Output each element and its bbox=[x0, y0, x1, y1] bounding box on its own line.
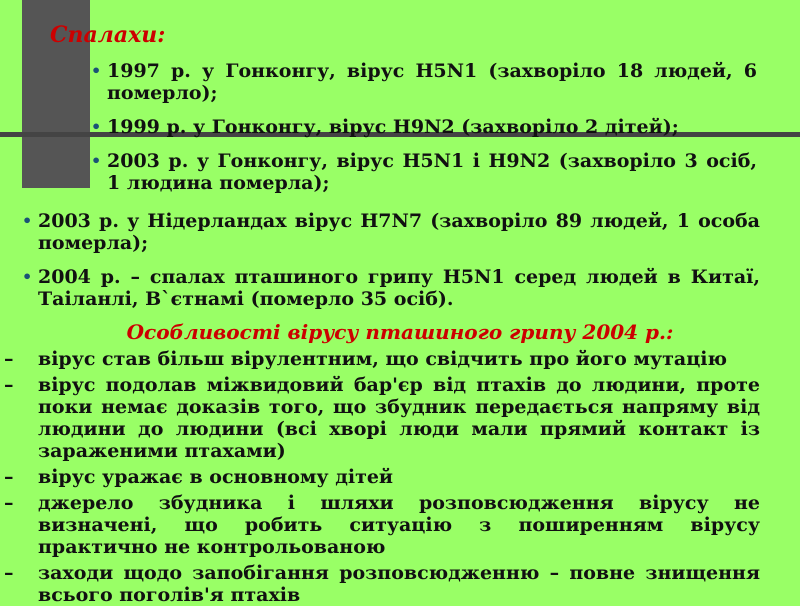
dash-icon: – bbox=[4, 374, 14, 396]
feature-item bbox=[4, 492, 760, 558]
dash-icon: – bbox=[4, 466, 14, 488]
outbreak-text: 1997 р. у Гонконгу, вірус H5N1 (захворіло 18 людей, 6 померло); bbox=[107, 60, 757, 104]
outbreak-text: 2003 р. у Нідерландах вірус H7N7 (захворіло 89 людей, 1 особа померла); bbox=[38, 210, 760, 254]
feature-text: джерело збудника і шляхи розповсюдження вірусу не визначені, що робить ситуацію з поширенням вірусу практично не контрольованою bbox=[38, 492, 760, 558]
slide-title: Спалахи: bbox=[50, 22, 166, 48]
outbreak-item bbox=[91, 116, 757, 138]
bullet-icon: • bbox=[91, 61, 102, 80]
bullet-icon: • bbox=[91, 151, 102, 170]
bullet-icon: • bbox=[91, 117, 102, 136]
feature-text: вірус подолав міжвидовий бар'єр від птахів до людини, проте поки немає доказів того, що збудник передається напряму від людини до людини (всі хворі люди мали прямий контакт із зараженими птахами) bbox=[38, 374, 760, 462]
feature-item bbox=[4, 374, 760, 462]
outbreak-text: 1999 р. у Гонконгу, вірус H9N2 (захворіло 2 дітей); bbox=[107, 116, 679, 138]
outbreak-text: 2004 р. – спалах пташиного грипу H5N1 серед людей в Китаї, Таіланлі, В`єтнамі (померло 35 осіб). bbox=[38, 266, 760, 310]
features-subtitle: Особливості вірусу пташиного грипу 2004 р.: bbox=[126, 320, 674, 344]
dash-icon: – bbox=[4, 492, 14, 514]
bullet-icon: • bbox=[22, 267, 33, 286]
outbreak-item bbox=[91, 150, 757, 194]
outbreak-item bbox=[91, 60, 757, 104]
outbreak-item bbox=[22, 266, 760, 310]
dash-icon: – bbox=[4, 562, 14, 584]
feature-text: вірус став більш вірулентним, що свідчить про його мутацію bbox=[38, 348, 727, 370]
feature-item bbox=[4, 348, 760, 370]
outbreak-item bbox=[22, 210, 760, 254]
outbreak-text: 2003 р. у Гонконгу, вірус H5N1 і H9N2 (захворіло 3 осіб, 1 людина померла); bbox=[107, 150, 757, 194]
feature-item bbox=[4, 466, 760, 488]
bullet-icon: • bbox=[22, 211, 33, 230]
feature-item bbox=[4, 562, 760, 606]
feature-text: вірус уражає в основному дітей bbox=[38, 466, 394, 488]
feature-text: заходи щодо запобігання розповсюдженню – повне знищення всього поголів'я птахів bbox=[38, 562, 760, 606]
dash-icon: – bbox=[4, 348, 14, 370]
